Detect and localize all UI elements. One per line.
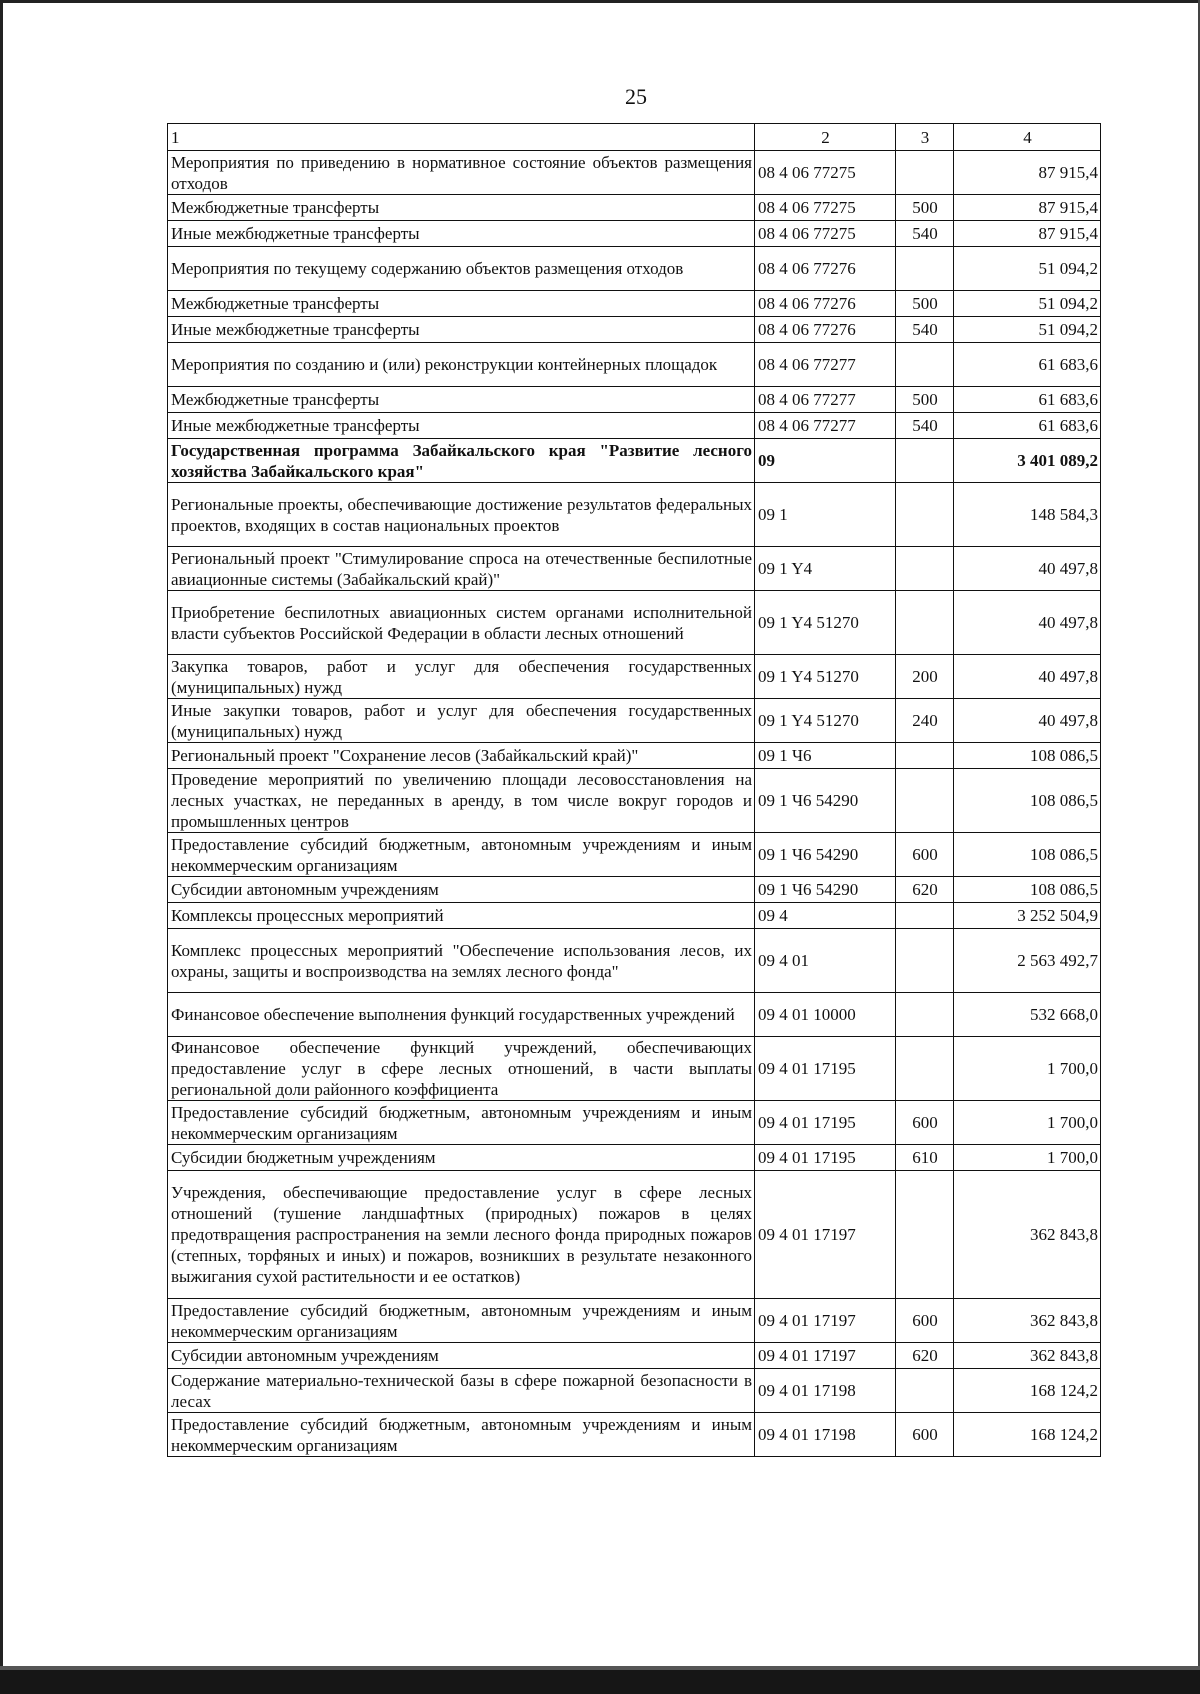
row-code-cell: 09 4 01 17195 [755, 1101, 896, 1145]
row-sum-cell: 108 086,5 [954, 833, 1101, 877]
row-name-cell: Мероприятия по текущему содержанию объектов размещения отходов [168, 247, 755, 291]
row-sum-cell: 168 124,2 [954, 1413, 1101, 1457]
row-expense-type-cell: 620 [896, 1343, 954, 1369]
row-name-cell: Закупка товаров, работ и услуг для обеспечения государственных (муниципальных) нужд [168, 655, 755, 699]
row-code-cell: 08 4 06 77275 [755, 151, 896, 195]
table-row [168, 317, 1101, 343]
table-row [168, 699, 1101, 743]
table-row [168, 591, 1101, 655]
row-expense-type-cell: 600 [896, 833, 954, 877]
row-sum-cell: 2 563 492,7 [954, 929, 1101, 993]
row-expense-type-cell [896, 929, 954, 993]
row-expense-type-cell: 620 [896, 877, 954, 903]
row-code-cell: 09 4 01 17197 [755, 1299, 896, 1343]
table-row [168, 483, 1101, 547]
table-row [168, 1369, 1101, 1413]
row-code-cell: 09 4 01 17195 [755, 1037, 896, 1101]
scan-border-top [0, 0, 1200, 3]
table-row [168, 387, 1101, 413]
row-code-cell: 09 4 01 10000 [755, 993, 896, 1037]
row-code-cell: 09 1 [755, 483, 896, 547]
row-name-cell: Иные межбюджетные трансферты [168, 317, 755, 343]
table-row [168, 1171, 1101, 1299]
row-expense-type-cell [896, 1171, 954, 1299]
row-sum-cell: 51 094,2 [954, 247, 1101, 291]
row-code-cell: 09 4 [755, 903, 896, 929]
table-row [168, 1343, 1101, 1369]
row-expense-type-cell: 200 [896, 655, 954, 699]
table-row [168, 413, 1101, 439]
row-code-cell: 08 4 06 77275 [755, 195, 896, 221]
row-expense-type-cell [896, 247, 954, 291]
row-sum-cell: 3 252 504,9 [954, 903, 1101, 929]
row-expense-type-cell [896, 151, 954, 195]
row-name-cell: Предоставление субсидий бюджетным, автономным учреждениям и иным некоммерческим организациям [168, 1413, 755, 1457]
table-row [168, 221, 1101, 247]
row-sum-cell: 1 700,0 [954, 1145, 1101, 1171]
row-code-cell: 08 4 06 77276 [755, 317, 896, 343]
row-code-cell: 09 4 01 17198 [755, 1413, 896, 1457]
table-row [168, 877, 1101, 903]
row-name-cell: Учреждения, обеспечивающие предоставление услуг в сфере лесных отношений (тушение ландшафтных (природных) пожаров в целях предотвращения распространения на земли лесного фонда природных пожаров (степных, торфяных и иных) и пожаров, возникших в результате незаконного выжигания сухой растительности и ее остатков) [168, 1171, 755, 1299]
row-name-cell: Иные межбюджетные трансферты [168, 413, 755, 439]
table-row [168, 247, 1101, 291]
row-sum-cell: 61 683,6 [954, 413, 1101, 439]
row-expense-type-cell [896, 591, 954, 655]
row-name-cell: Региональный проект "Стимулирование спроса на отечественные беспилотные авиационные системы (Забайкальский край)" [168, 547, 755, 591]
row-sum-cell: 1 700,0 [954, 1037, 1101, 1101]
table-row [168, 547, 1101, 591]
table-row [168, 343, 1101, 387]
row-name-cell: Предоставление субсидий бюджетным, автономным учреждениям и иным некоммерческим организациям [168, 833, 755, 877]
table-row [168, 1101, 1101, 1145]
row-name-cell: Финансовое обеспечение функций учреждений, обеспечивающих предоставление услуг в сфере лесных отношений, в части выплаты региональной доли районного коэффициента [168, 1037, 755, 1101]
row-sum-cell: 108 086,5 [954, 743, 1101, 769]
table-row [168, 929, 1101, 993]
row-expense-type-cell: 610 [896, 1145, 954, 1171]
row-sum-cell: 87 915,4 [954, 151, 1101, 195]
row-code-cell: 08 4 06 77277 [755, 387, 896, 413]
table-row [168, 439, 1101, 483]
row-expense-type-cell: 500 [896, 195, 954, 221]
row-code-cell: 09 1 Ч6 54290 [755, 877, 896, 903]
row-sum-cell: 51 094,2 [954, 317, 1101, 343]
row-sum-cell: 51 094,2 [954, 291, 1101, 317]
row-expense-type-cell [896, 343, 954, 387]
row-name-cell: Иные закупки товаров, работ и услуг для обеспечения государственных (муниципальных) нужд [168, 699, 755, 743]
row-sum-cell: 1 700,0 [954, 1101, 1101, 1145]
row-sum-cell: 108 086,5 [954, 877, 1101, 903]
row-sum-cell: 61 683,6 [954, 343, 1101, 387]
row-code-cell: 09 4 01 17195 [755, 1145, 896, 1171]
row-code-cell: 09 1 Ч6 [755, 743, 896, 769]
row-expense-type-cell: 500 [896, 291, 954, 317]
page-number: 25 [625, 84, 647, 109]
row-code-cell: 09 [755, 439, 896, 483]
row-expense-type-cell [896, 743, 954, 769]
row-name-cell: Межбюджетные трансферты [168, 195, 755, 221]
row-name-cell: Региональные проекты, обеспечивающие достижение результатов федеральных проектов, входящих в состав национальных проектов [168, 483, 755, 547]
row-name-cell: Мероприятия по приведению в нормативное состояние объектов размещения отходов [168, 151, 755, 195]
table-row [168, 743, 1101, 769]
row-name-cell: Комплексы процессных мероприятий [168, 903, 755, 929]
row-name-cell: Приобретение беспилотных авиационных систем органами исполнительной власти субъектов Российской Федерации в области лесных отношений [168, 591, 755, 655]
row-name-cell: Субсидии автономным учреждениям [168, 877, 755, 903]
table-row [168, 769, 1101, 833]
row-expense-type-cell [896, 1037, 954, 1101]
row-code-cell: 09 4 01 17198 [755, 1369, 896, 1413]
table-row [168, 903, 1101, 929]
row-code-cell: 09 1 Y4 51270 [755, 699, 896, 743]
row-sum-cell: 148 584,3 [954, 483, 1101, 547]
row-sum-cell: 108 086,5 [954, 769, 1101, 833]
row-sum-cell: 40 497,8 [954, 699, 1101, 743]
row-expense-type-cell [896, 993, 954, 1037]
table-row [168, 833, 1101, 877]
row-code-cell: 08 4 06 77276 [755, 291, 896, 317]
row-name-cell: Комплекс процессных мероприятий "Обеспечение использования лесов, их охраны, защиты и воспроизводства на землях лесного фонда" [168, 929, 755, 993]
table-row [168, 1413, 1101, 1457]
row-code-cell: 08 4 06 77276 [755, 247, 896, 291]
row-sum-cell: 362 843,8 [954, 1343, 1101, 1369]
row-expense-type-cell: 500 [896, 387, 954, 413]
row-expense-type-cell: 540 [896, 413, 954, 439]
budget-table-body [168, 124, 1101, 1457]
row-code-cell: 08 4 06 77277 [755, 343, 896, 387]
row-sum-cell: 40 497,8 [954, 547, 1101, 591]
row-sum-cell: 87 915,4 [954, 221, 1101, 247]
row-code-cell: 08 4 06 77277 [755, 413, 896, 439]
row-expense-type-cell: 540 [896, 221, 954, 247]
row-name-cell: Иные межбюджетные трансферты [168, 221, 755, 247]
table-row [168, 993, 1101, 1037]
row-code-cell: 09 1 Ч6 54290 [755, 769, 896, 833]
row-sum-cell: 362 843,8 [954, 1299, 1101, 1343]
table-row [168, 1037, 1101, 1101]
table-row [168, 1299, 1101, 1343]
table-header-row [168, 124, 1101, 151]
row-name-cell: Государственная программа Забайкальского края "Развитие лесного хозяйства Забайкальского края" [168, 439, 755, 483]
row-expense-type-cell: 240 [896, 699, 954, 743]
row-name-cell: Субсидии автономным учреждениям [168, 1343, 755, 1369]
row-name-cell: Субсидии бюджетным учреждениям [168, 1145, 755, 1171]
row-name-cell: Предоставление субсидий бюджетным, автономным учреждениям и иным некоммерческим организациям [168, 1101, 755, 1145]
row-code-cell: 09 4 01 17197 [755, 1343, 896, 1369]
row-expense-type-cell: 600 [896, 1101, 954, 1145]
row-name-cell: Мероприятия по созданию и (или) реконструкции контейнерных площадок [168, 343, 755, 387]
budget-table [167, 123, 1101, 1457]
column-header-4: 4 [954, 124, 1101, 151]
row-expense-type-cell: 600 [896, 1413, 954, 1457]
row-name-cell: Межбюджетные трансферты [168, 291, 755, 317]
row-expense-type-cell [896, 903, 954, 929]
row-name-cell: Проведение мероприятий по увеличению площади лесовосстановления на лесных участках, не переданных в аренду, в том числе вокруг городов и промышленных центров [168, 769, 755, 833]
row-code-cell: 09 4 01 17197 [755, 1171, 896, 1299]
column-header-1: 1 [168, 124, 755, 151]
row-code-cell: 09 1 Y4 51270 [755, 655, 896, 699]
column-header-3: 3 [896, 124, 954, 151]
row-sum-cell: 168 124,2 [954, 1369, 1101, 1413]
row-name-cell: Содержание материально-технической базы в сфере пожарной безопасности в лесах [168, 1369, 755, 1413]
row-sum-cell: 362 843,8 [954, 1171, 1101, 1299]
scan-border-bottom [0, 1666, 1200, 1694]
table-row [168, 1145, 1101, 1171]
row-sum-cell: 532 668,0 [954, 993, 1101, 1037]
column-header-2: 2 [755, 124, 896, 151]
row-name-cell: Финансовое обеспечение выполнения функций государственных учреждений [168, 993, 755, 1037]
table-row [168, 151, 1101, 195]
row-code-cell: 09 4 01 [755, 929, 896, 993]
row-expense-type-cell [896, 1369, 954, 1413]
row-sum-cell: 40 497,8 [954, 591, 1101, 655]
row-expense-type-cell: 540 [896, 317, 954, 343]
row-sum-cell: 3 401 089,2 [954, 439, 1101, 483]
row-expense-type-cell [896, 439, 954, 483]
row-code-cell: 09 1 Y4 [755, 547, 896, 591]
row-sum-cell: 61 683,6 [954, 387, 1101, 413]
row-expense-type-cell [896, 769, 954, 833]
row-sum-cell: 40 497,8 [954, 655, 1101, 699]
row-code-cell: 09 1 Ч6 54290 [755, 833, 896, 877]
table-row [168, 291, 1101, 317]
row-expense-type-cell: 600 [896, 1299, 954, 1343]
row-code-cell: 08 4 06 77275 [755, 221, 896, 247]
row-expense-type-cell [896, 483, 954, 547]
scan-border-bottom-edge [0, 1666, 1200, 1670]
scan-border-left [0, 0, 3, 1694]
table-row [168, 655, 1101, 699]
row-name-cell: Предоставление субсидий бюджетным, автономным учреждениям и иным некоммерческим организациям [168, 1299, 755, 1343]
row-code-cell: 09 1 Y4 51270 [755, 591, 896, 655]
row-expense-type-cell [896, 547, 954, 591]
table-row [168, 195, 1101, 221]
row-name-cell: Региональный проект "Сохранение лесов (Забайкальский край)" [168, 743, 755, 769]
row-sum-cell: 87 915,4 [954, 195, 1101, 221]
row-name-cell: Межбюджетные трансферты [168, 387, 755, 413]
